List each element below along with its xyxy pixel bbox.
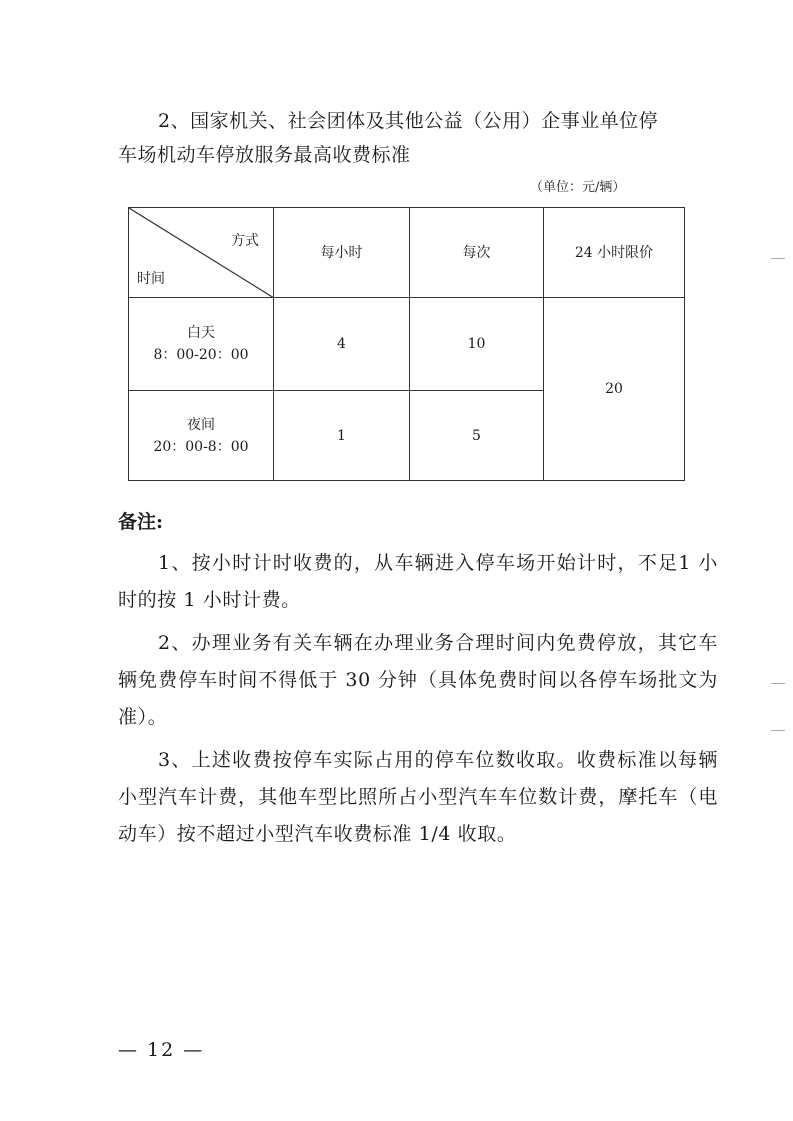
night-per-hour-value: 1 xyxy=(274,391,410,481)
period-time: 20：00-8：00 xyxy=(153,438,249,455)
note-item: 2、办理业务有关车辆在办理业务合理时间内免费停放，其它车辆免费停车时间不得低于 30 分钟（具体免费时间以各停车场批文为准）。 xyxy=(118,632,718,728)
notes-heading: 备注: xyxy=(118,511,164,533)
title-line-2: 车场机动车停放服务最高收费标准 xyxy=(118,144,411,166)
edge-mark xyxy=(771,258,785,259)
day-per-time-value: 10 xyxy=(410,298,544,391)
section-title xyxy=(118,104,718,172)
table-header-row xyxy=(129,208,685,298)
fee-table xyxy=(128,207,685,481)
period-name: 白天 xyxy=(187,325,215,341)
note-item: 1、按小时计时收费的，从车辆进入停车场开始计时，不足1 小时的按 1 小时计费。 xyxy=(118,552,718,611)
note-item: 3、上述收费按停车实际占用的停车位数收取。收费标准以每辆小型汽车计费，其他车型比照所占小型汽车车位数计费，摩托车（电动车）按不超过小型汽车收费标准 1/4 收取。 xyxy=(118,749,718,845)
page-number: — 12 — xyxy=(118,1039,205,1061)
title-line-1: 2、国家机关、社会团体及其他公益（公用）企事业单位停 xyxy=(158,110,659,132)
edge-mark xyxy=(771,730,785,731)
cap-value: 20 xyxy=(544,298,685,481)
column-header-per-hour: 每小时 xyxy=(274,208,410,298)
period-time: 8：00-20：00 xyxy=(153,347,249,363)
row-label-day xyxy=(129,298,274,391)
unit-label: （单位：元/辆） xyxy=(530,180,626,195)
row-label-night xyxy=(129,391,274,481)
column-header-per-time: 每次 xyxy=(410,208,544,298)
day-per-hour-value: 4 xyxy=(274,298,410,391)
diagonal-header-cell xyxy=(129,208,274,298)
period-name: 夜间 xyxy=(187,416,215,433)
header-method-label: 方式 xyxy=(231,233,259,249)
notes-section xyxy=(118,505,718,859)
table-row xyxy=(129,298,685,391)
night-per-time-value: 5 xyxy=(410,391,544,481)
header-time-label: 时间 xyxy=(137,271,165,287)
column-header-24h-cap: 24 小时限价 xyxy=(544,208,685,298)
edge-mark xyxy=(771,683,785,684)
